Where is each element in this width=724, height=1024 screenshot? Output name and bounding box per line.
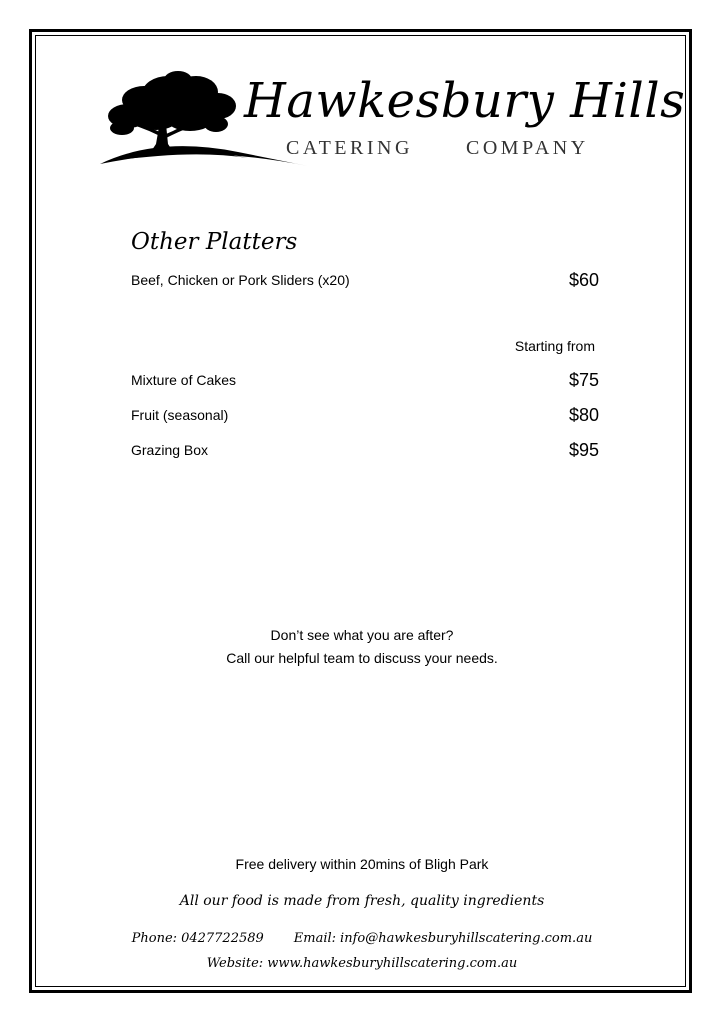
brand-subtitle-company: COMPANY bbox=[466, 137, 589, 159]
email-address[interactable]: info@hawkesburyhillscatering.com.au bbox=[340, 931, 593, 946]
website-url[interactable]: www.hawkesburyhillscatering.com.au bbox=[267, 956, 518, 971]
phone-number[interactable]: 0427722589 bbox=[181, 931, 264, 946]
website-label: Website: bbox=[206, 956, 264, 971]
message-line-1: Don’t see what you are after? bbox=[270, 627, 454, 643]
menu-item-name: Mixture of Cakes bbox=[131, 372, 237, 388]
section-title: Other Platters bbox=[131, 229, 298, 255]
menu-item-price: $95 bbox=[568, 440, 599, 460]
tagline: All our food is made from fresh, quality ingredients bbox=[179, 893, 545, 909]
menu-item-name: Beef, Chicken or Pork Sliders (x20) bbox=[131, 272, 350, 288]
email-label: Email: bbox=[293, 931, 337, 946]
menu-item bbox=[131, 402, 599, 428]
menu-item-price: $75 bbox=[568, 370, 599, 390]
brand-subtitle-catering: CATERING bbox=[286, 137, 413, 159]
menu-item bbox=[131, 367, 599, 393]
menu-item-price: $80 bbox=[568, 405, 599, 425]
contact-line-website bbox=[0, 953, 724, 975]
menu-item-name: Grazing Box bbox=[131, 442, 209, 458]
phone-label: Phone: bbox=[131, 931, 178, 946]
starting-from-label: Starting from bbox=[514, 338, 595, 354]
contact-line-phone-email bbox=[0, 928, 724, 950]
brand-name: Hawkesbury Hills bbox=[244, 73, 686, 129]
menu-item bbox=[131, 437, 599, 463]
menu-item-name: Fruit (seasonal) bbox=[131, 407, 229, 423]
menu-item bbox=[131, 267, 599, 293]
menu-item-price: $60 bbox=[568, 270, 599, 290]
delivery-note: Free delivery within 20mins of Bligh Park bbox=[235, 856, 489, 872]
page-border-inner bbox=[35, 35, 686, 987]
message-line-2: Call our helpful team to discuss your needs. bbox=[226, 650, 498, 666]
